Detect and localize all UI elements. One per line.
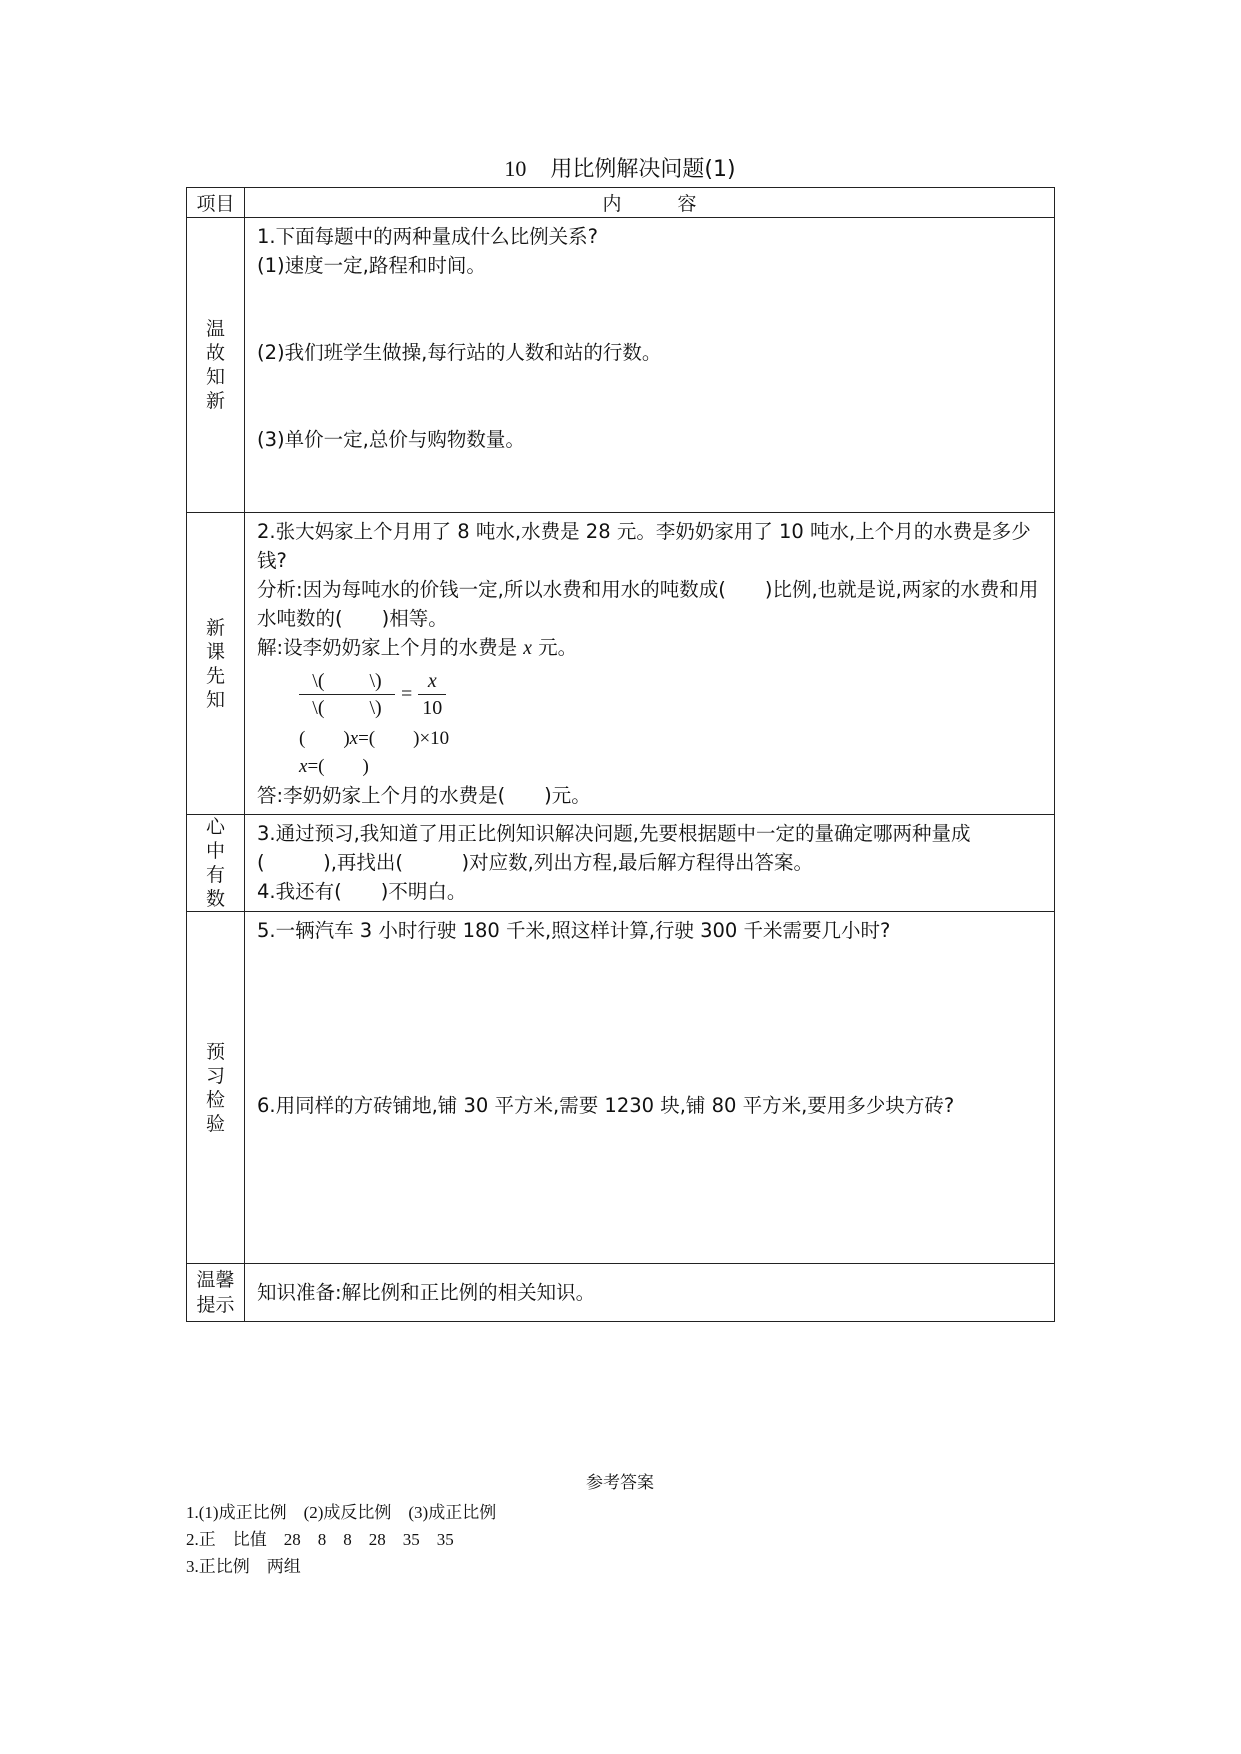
- tips-text: 知识准备:解比例和正比例的相关知识。: [257, 1281, 596, 1304]
- question-1-3: (3)单价一定,总价与购物数量。: [257, 428, 525, 451]
- section-body-self-check: [245, 815, 1055, 912]
- page-title: [186, 154, 1054, 185]
- preview-label-text: 新课先知: [205, 616, 225, 711]
- question-2: 2.张大妈家上个月用了 8 吨水,水费是 28 元。李奶奶家用了 10 吨水,上个月的水费是多少钱?: [257, 520, 1031, 572]
- header-item: 项目: [187, 188, 245, 218]
- tips-label-text: 温馨提示: [196, 1268, 235, 1316]
- question-4: 4.我还有( )不明白。: [257, 880, 467, 903]
- section-body-tips: [245, 1264, 1055, 1322]
- question-1-2: (2)我们班学生做操,每行站的人数和站的行数。: [257, 341, 662, 364]
- section-label-review: [187, 218, 245, 513]
- section-label-practice: [187, 912, 245, 1264]
- question-6: 6.用同样的方砖铺地,铺 30 平方米,需要 1230 块,铺 80 平方米,要用多少块方砖?: [257, 1094, 955, 1117]
- solution-suffix: 元。: [538, 636, 578, 659]
- section-label-tips: [187, 1264, 245, 1322]
- right-fraction-numerator: x: [427, 669, 437, 692]
- section-review: [187, 218, 1055, 513]
- left-fraction: [299, 668, 395, 721]
- eq1-rhs: =( )×10: [358, 728, 450, 749]
- proportion-equation: [257, 663, 1044, 725]
- question-1-1: (1)速度一定,路程和时间。: [257, 254, 486, 277]
- self-check-label-text: 心中有数: [205, 816, 225, 910]
- section-practice: [187, 912, 1055, 1264]
- equation-line-1: [257, 725, 1044, 753]
- header-content: [245, 188, 1055, 218]
- eq2-variable: x: [299, 756, 308, 777]
- solution-prefix: 解:设李奶奶家上个月的水费是: [257, 636, 518, 659]
- question-5: 5.一辆汽车 3 小时行驶 180 千米,照这样计算,行驶 300 千米需要几小时?: [257, 919, 891, 942]
- question-3: 3.通过预习,我知道了用正比例知识解决问题,先要根据题中一定的量确定哪两种量成( ),再找出( )对应数,列出方程,最后解方程得出答案。: [257, 822, 971, 874]
- solution-variable: x: [523, 638, 532, 659]
- section-label-self-check: [187, 815, 245, 912]
- header-row: [187, 188, 1055, 218]
- right-fraction-denominator: 10: [422, 696, 443, 719]
- equation-line-2: [257, 753, 1044, 781]
- section-body-practice: [245, 912, 1055, 1264]
- analysis-text: 分析:因为每吨水的价钱一定,所以水费和用水的吨数成( )比例,也就是说,两家的水费和用水吨数的( )相等。: [257, 578, 1039, 630]
- answer-key-title: 参考答案: [586, 1473, 654, 1493]
- section-body-review: [245, 218, 1055, 513]
- lesson-title: 用比例解决问题(1): [550, 157, 736, 182]
- worksheet-table: [186, 187, 1055, 1322]
- answer-key: [186, 1470, 1054, 1580]
- eq2-rhs: =( ): [307, 756, 369, 777]
- answer-line-2: 2.正 比值 28 8 8 28 35 35: [186, 1530, 454, 1549]
- eq1-blank: ( ): [299, 728, 350, 749]
- eq1-variable: x: [349, 728, 359, 749]
- left-fraction-numerator: \( \): [312, 669, 382, 692]
- review-label-text: 温故知新: [205, 318, 225, 412]
- section-tips: [187, 1264, 1055, 1322]
- header-content-label: 内容: [602, 193, 753, 215]
- solution-setup: [257, 633, 1044, 663]
- section-label-preview: [187, 513, 245, 815]
- lesson-number: 10: [504, 156, 527, 181]
- answer-line: 答:李奶奶家上个月的水费是( )元。: [257, 784, 591, 807]
- answer-line-3: 3.正比例 两组: [186, 1557, 301, 1576]
- section-body-preview: [245, 513, 1055, 815]
- question-1: 1.下面每题中的两种量成什么比例关系?: [257, 225, 598, 248]
- equals-sign: =: [401, 682, 413, 705]
- left-fraction-denominator: \( \): [312, 696, 382, 719]
- right-fraction: [418, 668, 446, 721]
- section-preview: [187, 513, 1055, 815]
- answer-line-1: 1.(1)成正比例 (2)成反比例 (3)成正比例: [186, 1503, 497, 1522]
- practice-label-text: 预习检验: [205, 1040, 225, 1135]
- section-self-check: [187, 815, 1055, 912]
